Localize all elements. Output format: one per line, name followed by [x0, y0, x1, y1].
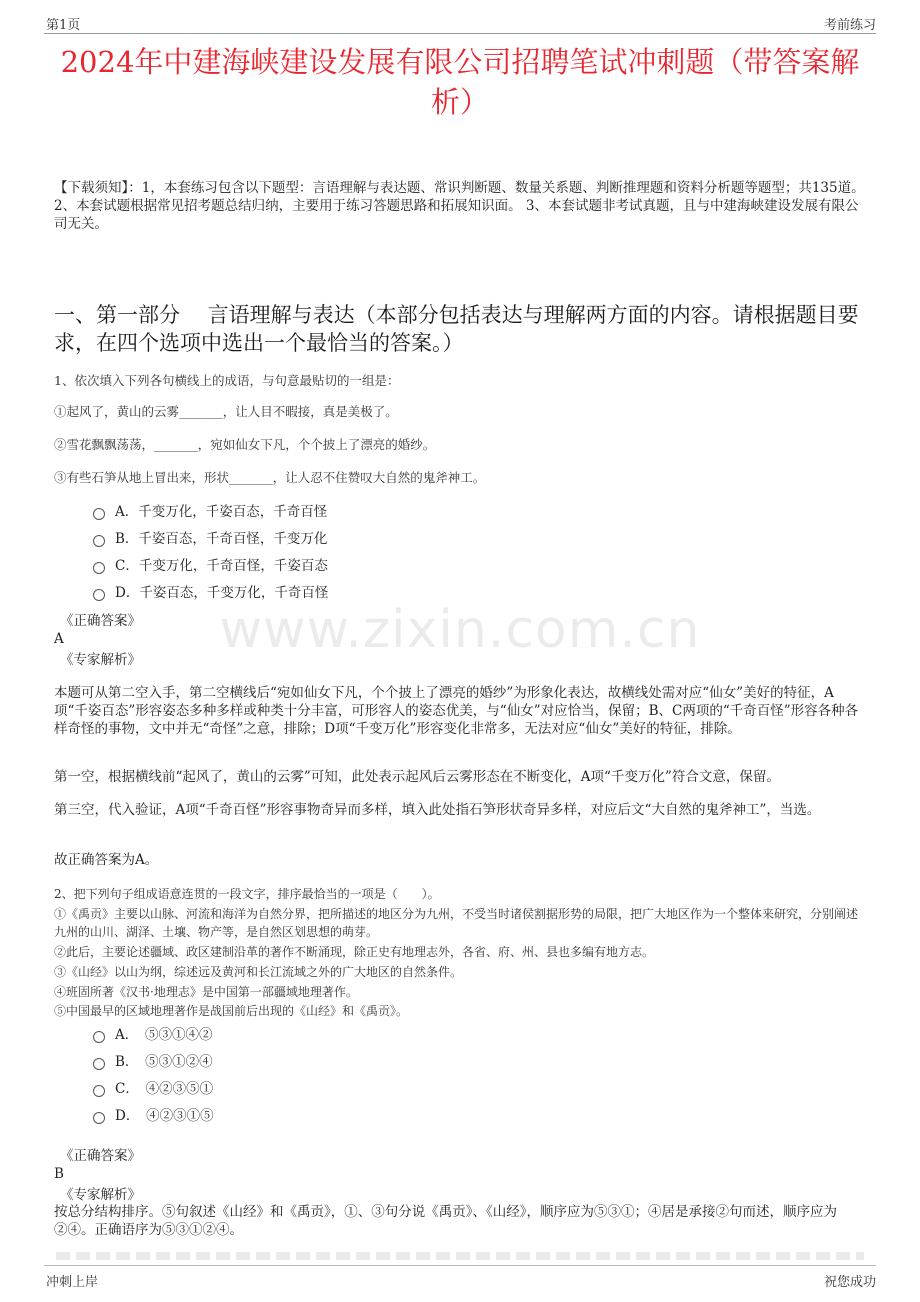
question-1-option-a[interactable]: [93, 503, 327, 521]
header-tag: 考前练习: [823, 18, 876, 33]
question-1-option-b[interactable]: [93, 530, 327, 548]
faded-text-line: [56, 1252, 864, 1260]
question-2-stem: 2、把下列句子组成语意连贯的一段文字，排序最恰当的一项是（ ）。: [54, 887, 440, 901]
option-label: A． ⑤③①④②: [115, 1027, 213, 1043]
question-2-sentence-5: ⑤中国最早的区域地理著作是战国前后出现的《山经》和《禹贡》。: [54, 1004, 409, 1018]
section-heading: 一、第一部分 言语理解与表达（本部分包括表达与理解两方面的内容。请根据题目要求，在四个选项中选出一个最恰当的答案。）: [54, 303, 859, 355]
question-2-sentence-3: ③《山经》以山为纲，综述远及黄河和长江流域之外的广大地区的自然条件。: [54, 965, 463, 979]
question-2-sentence-2: ②此后，主要论述疆域、政区建制沿革的著作不断涌现，除正史有地理志外，各省、府、州、县也多编有地方志。: [54, 945, 655, 959]
question-2-option-a[interactable]: [93, 1026, 213, 1044]
option-label: C． ④②③⑤①: [115, 1081, 214, 1097]
question-1-stem: 1、依次填入下列各句横线上的成语，与句意最贴切的一组是：: [54, 373, 400, 388]
radio-icon[interactable]: [93, 1058, 105, 1070]
analysis-label: 《专家解析》: [60, 652, 141, 668]
radio-icon[interactable]: [93, 1031, 105, 1043]
answer-label: 《正确答案》: [60, 613, 141, 629]
header-divider: [44, 33, 876, 34]
question-2-option-b[interactable]: [93, 1053, 213, 1071]
analysis-paragraph-2: 第一空，根据横线前“起风了，黄山的云雾”可知，此处表示起风后云雾形态在不断变化，A项“千变万化”符合文意，保留。: [54, 769, 780, 785]
answer-label: 《正确答案》: [60, 1148, 141, 1164]
analysis-label: 《专家解析》: [60, 1187, 141, 1203]
radio-icon[interactable]: [93, 562, 105, 574]
question-2-option-d[interactable]: [93, 1107, 214, 1125]
option-label: B．千姿百态，千奇百怪，千变万化: [115, 531, 328, 547]
option-label: D．千姿百态，千变万化，千奇百怪: [115, 585, 329, 601]
answer-value: B: [54, 1166, 64, 1182]
analysis-paragraph-1: 按总分结构排序。⑤句叙述《山经》和《禹贡》，①、③句分说《禹贡》、《山经》，顺序应为⑤③①；④居是承接②句而述，顺序应为②④。正确语序为⑤③①②④。: [54, 1204, 837, 1238]
option-label: A．千变万化，千姿百态，千奇百怪: [115, 504, 328, 520]
footer-right: 祝您成功: [823, 1275, 876, 1290]
document-title: 2024年中建海峡建设发展有限公司招聘笔试冲刺题（带答案解析）: [60, 45, 860, 119]
question-1-sentence-1: ①起风了，黄山的云雾_______，让人目不暇接，真是美极了。: [54, 404, 398, 419]
radio-icon[interactable]: [93, 1085, 105, 1097]
radio-icon[interactable]: [93, 508, 105, 520]
question-1-sentence-3: ③有些石笋从地上冒出来，形状_______，让人忍不住赞叹大自然的鬼斧神工。: [54, 470, 486, 485]
analysis-paragraph-3: 第三空，代入验证，A项“千奇百怪”形容事物奇异而多样，填入此处指石笋形状奇异多样，对应后文“大自然的鬼斧神工”，当选。: [54, 802, 821, 818]
footer-divider: [44, 1265, 876, 1266]
option-label: B． ⑤③①②④: [115, 1054, 213, 1070]
question-1-option-c[interactable]: [93, 557, 328, 575]
option-label: C．千变万化，千奇百怪，千姿百态: [115, 558, 328, 574]
question-2-sentence-4: ④班固所著《汉书·地理志》是中国第一部疆域地理著作。: [54, 985, 358, 999]
page-number: 第1页: [46, 18, 81, 33]
question-1-sentence-2: ②雪花飘飘荡荡，_______，宛如仙女下凡，个个披上了漂亮的婚纱。: [54, 437, 436, 452]
answer-value: A: [54, 631, 64, 647]
radio-icon[interactable]: [93, 1112, 105, 1124]
watermark: www.zixin.com.cn: [219, 600, 701, 660]
footer-left: 冲刺上岸: [46, 1275, 99, 1290]
analysis-paragraph-4: 故正确答案为A。: [54, 852, 159, 868]
question-2-option-c[interactable]: [93, 1080, 213, 1098]
download-notice: 【下载须知】：1，本套练习包含以下题型：言语理解与表达题、常识判断题、数量关系题、判断推理题和资料分析题等题型；共135道。 2、本套试题根据常见招考题总结归纳，主要用于练习答题思路和拓展知识面。 3、本套试题非考试真题，且与中建海峡建设发展有限公司无关。: [54, 180, 865, 232]
radio-icon[interactable]: [93, 535, 105, 547]
question-2-sentence-1: ①《禹贡》主要以山脉、河流和海洋为自然分界，把所描述的地区分为九州，不受当时诸侯割据形势的局限，把广大地区作为一个整体来研究，分别阐述九州的山川、湖泽、土壤、物产等，是自然区划思想的萌芽。: [54, 907, 859, 939]
analysis-paragraph-1: 本题可从第二空入手，第二空横线后“宛如仙女下凡，个个披上了漂亮的婚纱”为形象化表达，故横线处需对应“仙女”美好的特征，A项“千姿百态”形容姿态多种多样或种类十分丰富，可形容人的姿态优美，与“仙女”对应恰当，保留；B、C两项的“千奇百怪”形容各种各样奇怪的事物，文中并无“奇怪”之意，排除；D项“千变万化”形容变化非常多，无法对应“仙女”美好的特征，排除。: [54, 685, 859, 737]
option-label: D． ④②③①⑤: [115, 1108, 214, 1124]
